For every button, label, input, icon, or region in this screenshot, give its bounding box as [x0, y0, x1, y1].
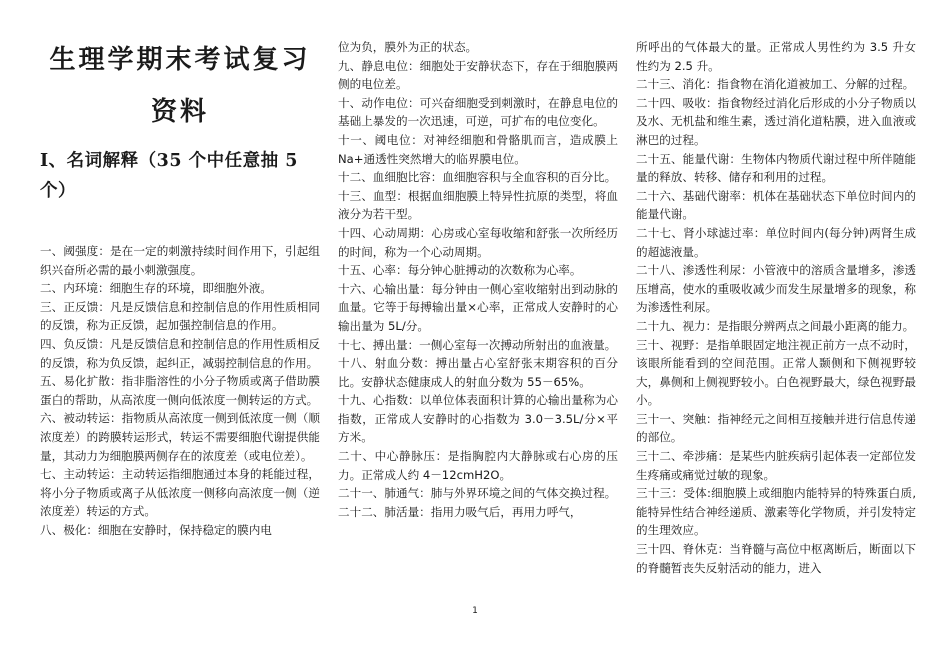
- term-definition: 十八、射血分数：搏出量占心室舒张末期容积的百分比。安静状态健康成人的射血分数为 55－65%。: [338, 356, 618, 389]
- term-definition: 三十三：受体:细胞膜上或细胞内能特异的特殊蛋白质,能特异性结合神经递质、激素等化学物质，并引发特定的生理效应。: [636, 486, 916, 538]
- term-definition: 十七、搏出量：一侧心室每一次搏动所射出的血液量。: [338, 337, 617, 352]
- term-definition: 十九、心指数：以单位体表面积计算的心输出量称为心指数，正常成人安静时的心指数为 3.0－3.5L/分×平方米。: [338, 393, 618, 445]
- term-definition: 二十、中心静脉压：是指胸腔内大静脉或右心房的压力。正常成人约 4－12cmH2O。: [338, 449, 618, 482]
- term-definition: 五、易化扩散：指非脂溶性的小分子物质或离子借助膜蛋白的帮助，从高浓度一侧向低浓度一侧转运的方式。: [40, 374, 320, 407]
- term-definition: 二、内环境：细胞生存的环境，即细胞外液。: [40, 281, 272, 296]
- column-2: [338, 38, 618, 521]
- term-definition: 位为负，膜外为正的状态。: [338, 40, 478, 54]
- term-definition: 三十四、脊休克：当脊髓与高位中枢离断后，断面以下的脊髓暂丧失反射活动的能力，进入: [636, 542, 916, 575]
- term-definition: 二十七、肾小球滤过率：单位时间内(每分钟)两肾生成的超滤液量。: [636, 225, 916, 259]
- term-definition: 六、被动转运：指物质从高浓度一侧到低浓度一侧（顺浓度差）的跨膜转运形式，转运不需要细胞代谢提供能量，其动力为细胞膜两侧存在的浓度差（或电位差）。: [40, 411, 320, 463]
- term-definition: 十五、心率：每分钟心脏搏动的次数称为心率。: [338, 263, 582, 278]
- term-definition: 十六、心输出量：每分钟由一侧心室收缩射出到动脉的血量。它等于每搏输出量×心率，正常成人安静时的心输出量为 5L/分。: [338, 281, 618, 333]
- term-definition: 二十二、肺活量：指用力吸气后，再用力呼气，: [338, 504, 582, 519]
- term-definition: 所呼出的气体最大的量。正常成人男性约为 3.5 升女性约为 2.5 升。: [636, 40, 916, 73]
- term-definition: 一、阈强度：是在一定的刺激持续时间作用下，引起组织兴奋所必需的最小刺激强度。: [40, 244, 320, 277]
- term-definition: 十三、血型：根据血细胞膜上特异性抗原的类型，将血液分为若干型。: [338, 188, 618, 222]
- term-definition: 二十一、肺通气：肺与外界环境之间的气体交换过程。: [338, 486, 617, 501]
- term-definition: 三十、视野：是指单眼固定地注视正前方一点不动时，该眼所能看到的空间范围。正常人颞侧和下侧视野较大，鼻侧和上侧视野较小。白色视野最大，绿色视野最小。: [636, 337, 916, 408]
- term-definition: 三十二、牵涉痛：是某些内脏疾病引起体表一定部位发生疼痛或痛觉过敏的现象。: [636, 449, 916, 482]
- term-definition: 二十九、视力：是指眼分辨两点之间最小距离的能力。: [636, 318, 915, 333]
- term-definition: 十一、阈电位：对神经细胞和骨骼肌而言，造成膜上 Na+通透性突然增大的临界膜电位。: [338, 132, 618, 166]
- document-title-line-2: 资料: [150, 97, 209, 127]
- term-definition: 九、静息电位：细胞处于安静状态下，存在于细胞膜两侧的电位差。: [338, 58, 618, 92]
- term-definition: 三十一、突触：指神经元之间相互接触并进行信息传递的部位。: [636, 411, 916, 445]
- term-definition: 七、主动转运：主动转运指细胞通过本身的耗能过程，将小分子物质或离子从低浓度一侧移向高浓度一侧（逆浓度差）转运的方式。: [40, 467, 320, 519]
- column-3: [636, 38, 916, 577]
- term-definition: 二十八、渗透性利尿：小管液中的溶质含量增多，渗透压增高，使水的重吸收减少而发生尿量增多的现象，称为渗透性利尿。: [636, 263, 916, 315]
- page-number: 1: [472, 606, 478, 616]
- term-definition: 十二、血细胞比容：血细胞容积与全血容积的百分比。: [338, 170, 617, 185]
- term-definition: 二十四、吸收：指食物经过消化后形成的小分子物质以及水、无机盐和维生素，透过消化道粘膜，进入血液或淋巴的过程。: [636, 95, 916, 147]
- term-definition: 二十三、消化：指食物在消化道被加工、分解的过程。: [636, 77, 915, 92]
- term-definition: 四、负反馈：凡是反馈信息和控制信息的作用性质相反的反馈，称为负反馈，起纠正，减弱控制信息的作用。: [40, 336, 320, 370]
- section-heading: Ⅰ、名词解释（35 个中任意抽 5 个）: [40, 151, 298, 201]
- term-definition: 二十六、基础代谢率：机体在基础状态下单位时间内的能量代谢。: [636, 188, 916, 222]
- term-definition: 十四、心动周期：心房或心室每收缩和舒张一次所经历的时间，称为一个心动周期。: [338, 225, 618, 259]
- column-1: [40, 34, 320, 540]
- term-definition: 十、动作电位：可兴奋细胞受到刺激时，在静息电位的基础上暴发的一次迅速，可逆，可扩布的电位变化。: [338, 95, 618, 129]
- document-title-line-1: 生理学期末考试复习: [49, 45, 311, 75]
- term-definition: 二十五、能量代谢：生物体内物质代谢过程中所伴随能量的释放、转移、储存和利用的过程。: [636, 151, 916, 185]
- term-definition: 三、正反馈：凡是反馈信息和控制信息的作用性质相同的反馈，称为正反馈，起加强控制信息的作用。: [40, 299, 320, 333]
- term-definition: 八、极化：细胞在安静时，保持稳定的膜内电: [40, 522, 272, 537]
